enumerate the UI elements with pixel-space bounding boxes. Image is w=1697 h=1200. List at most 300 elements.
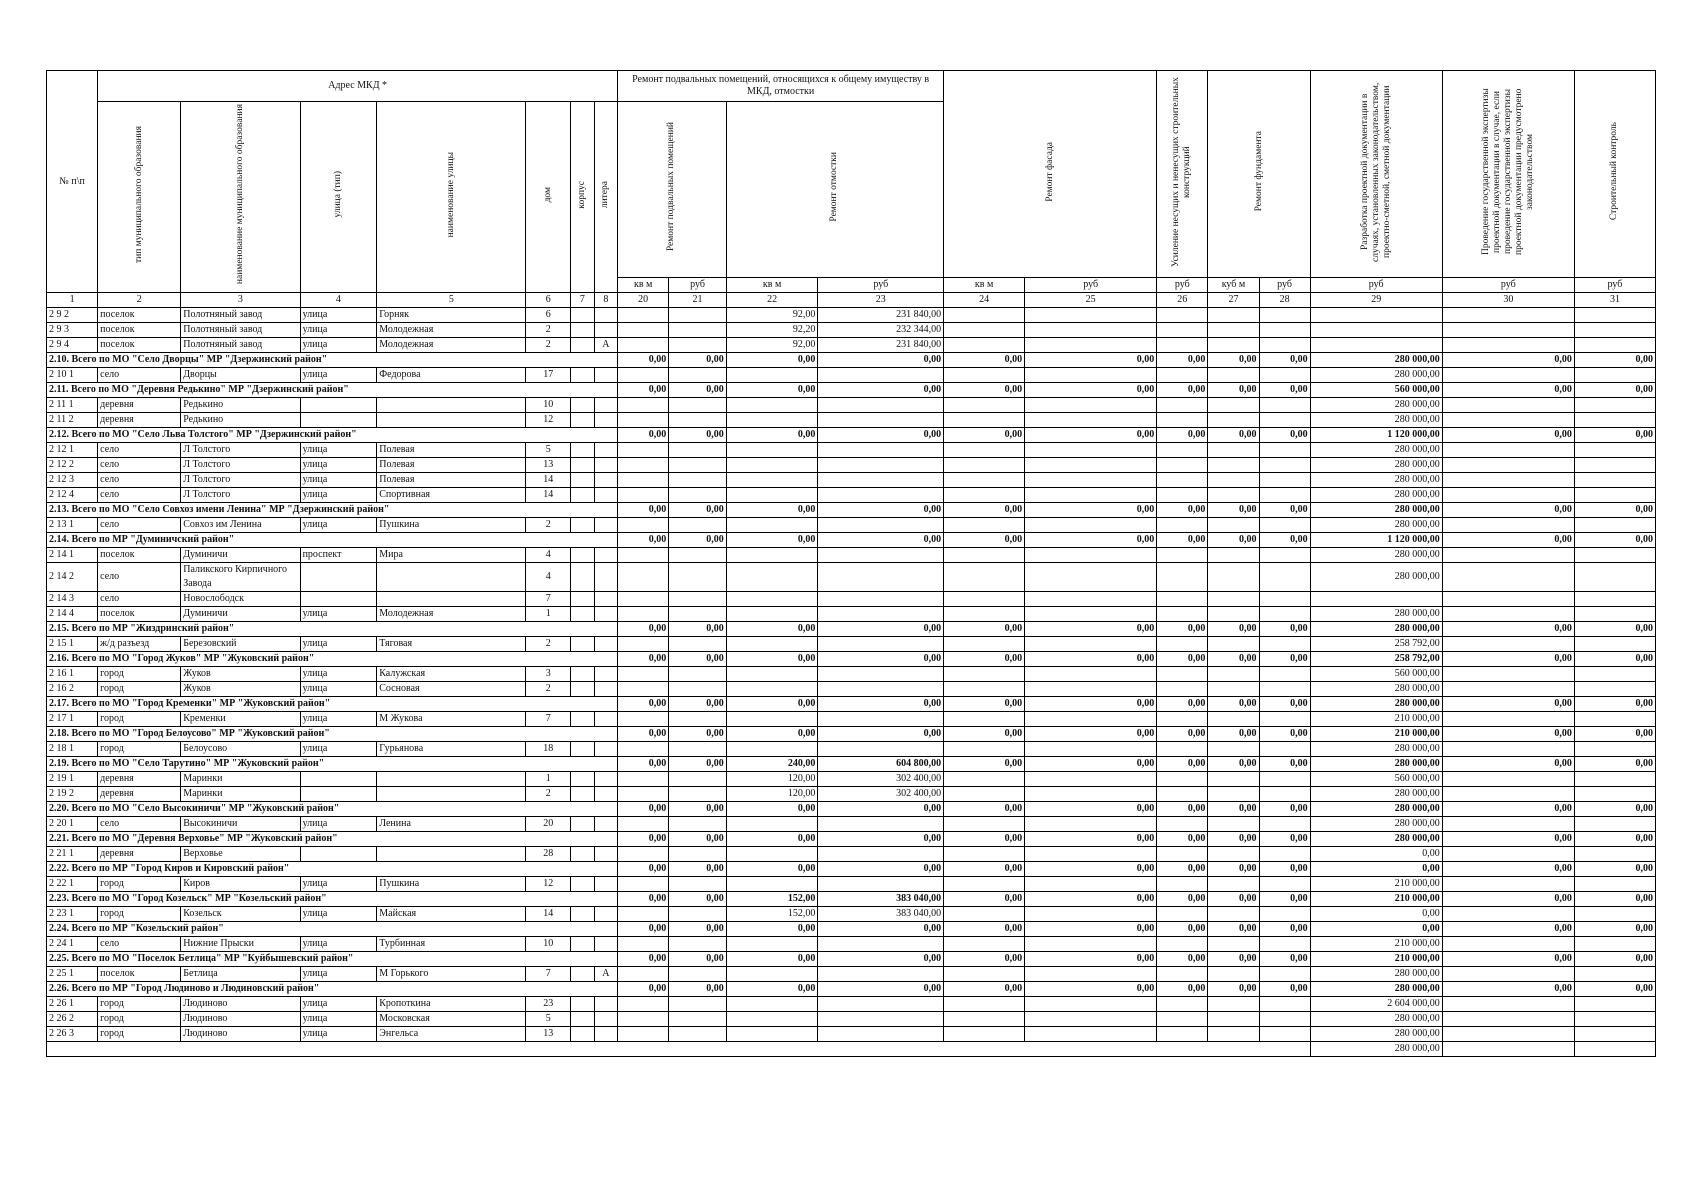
row-number: 2 19 1 (47, 772, 98, 787)
street-type: улица (300, 907, 377, 922)
subtotal-value-25: 0,00 (1025, 353, 1157, 368)
subtotal-value-21: 0,00 (669, 428, 727, 443)
value-27 (1208, 637, 1259, 652)
subtotal-value-20: 0,00 (618, 503, 669, 518)
subtotal-value-29: 0,00 (1310, 862, 1442, 877)
subtotal-value-23: 0,00 (818, 982, 944, 997)
value-27 (1208, 682, 1259, 697)
value-22 (726, 398, 818, 413)
litera (594, 368, 618, 383)
value-27 (1208, 712, 1259, 727)
street-name: Молодежная (377, 323, 526, 338)
table-row (47, 712, 1656, 727)
subtotal-value-23: 383 040,00 (818, 892, 944, 907)
column-number: 27 (1208, 293, 1259, 308)
value-23 (818, 398, 944, 413)
subtotal-value-22: 0,00 (726, 952, 818, 967)
mo-name: Полотняный завод (181, 338, 300, 353)
value-29 (1310, 592, 1442, 607)
subtotal-value-21: 0,00 (669, 802, 727, 817)
header-address: Адрес МКД * (98, 71, 618, 102)
value-29: 280 000,00 (1310, 458, 1442, 473)
value-30 (1442, 548, 1574, 563)
header-street-type: улица (тип) (332, 171, 343, 218)
value-20 (618, 847, 669, 862)
value-25 (1025, 847, 1157, 862)
value-21 (669, 592, 727, 607)
value-28 (1259, 667, 1310, 682)
row-number: 2 26 2 (47, 1012, 98, 1027)
value-23 (818, 817, 944, 832)
value-29: 280 000,00 (1310, 742, 1442, 757)
value-30 (1442, 817, 1574, 832)
mo-name: Новослободск (181, 592, 300, 607)
header-mo-name: наименование муниципального образования (234, 104, 245, 285)
column-number: 21 (669, 293, 727, 308)
subtotal-value-20: 0,00 (618, 982, 669, 997)
subtotal-value-24: 0,00 (944, 832, 1025, 847)
table-row (47, 787, 1656, 802)
value-28 (1259, 787, 1310, 802)
subtotal-value-27: 0,00 (1208, 353, 1259, 368)
street-type: улица (300, 967, 377, 982)
value-28 (1259, 473, 1310, 488)
subtotal-value-22: 0,00 (726, 383, 818, 398)
subtotal-value-30: 0,00 (1442, 832, 1574, 847)
table-row (47, 1027, 1656, 1042)
value-27 (1208, 997, 1259, 1012)
subtotal-label: 2.26. Всего по МР "Город Людиново и Людиновский район" (47, 982, 618, 997)
mo-name: Л Толстого (181, 488, 300, 503)
value-22 (726, 847, 818, 862)
value-27 (1208, 937, 1259, 952)
subtotal-row (47, 892, 1656, 907)
value-26 (1157, 847, 1208, 862)
header-foundation: Ремонт фундамента (1253, 131, 1264, 212)
subtotal-value-22: 0,00 (726, 862, 818, 877)
value-20 (618, 637, 669, 652)
value-20 (618, 1012, 669, 1027)
value-25 (1025, 817, 1157, 832)
subtotal-value-23: 0,00 (818, 503, 944, 518)
street-name (377, 847, 526, 862)
value-31 (1574, 607, 1655, 622)
street-name (377, 772, 526, 787)
subtotal-value-29: 280 000,00 (1310, 697, 1442, 712)
litera (594, 682, 618, 697)
table-row (47, 473, 1656, 488)
subtotal-value-29: 560 000,00 (1310, 383, 1442, 398)
mo-type: село (98, 458, 181, 473)
korpus (571, 742, 594, 757)
subtotal-value-20: 0,00 (618, 922, 669, 937)
value-20 (618, 488, 669, 503)
value-22 (726, 1027, 818, 1042)
row-number: 2 16 1 (47, 667, 98, 682)
value-22 (726, 592, 818, 607)
subtotal-value-28: 0,00 (1259, 622, 1310, 637)
subtotal-value-24: 0,00 (944, 533, 1025, 548)
value-21 (669, 563, 727, 592)
subtotal-value-24: 0,00 (944, 757, 1025, 772)
subtotal-value-25: 0,00 (1025, 892, 1157, 907)
litera: А (594, 338, 618, 353)
value-28 (1259, 1027, 1310, 1042)
value-27 (1208, 772, 1259, 787)
house-number: 13 (526, 1027, 571, 1042)
subtotal-value-29: 280 000,00 (1310, 353, 1442, 368)
value-29 (1310, 338, 1442, 353)
litera (594, 787, 618, 802)
subtotal-value-22: 0,00 (726, 697, 818, 712)
value-29: 280 000,00 (1310, 1012, 1442, 1027)
korpus (571, 847, 594, 862)
house-number: 2 (526, 682, 571, 697)
value-30 (1442, 308, 1574, 323)
unit-kvm: кв м (944, 278, 1025, 293)
mo-type: деревня (98, 772, 181, 787)
value-21 (669, 1027, 727, 1042)
mo-type: город (98, 907, 181, 922)
column-number: 24 (944, 293, 1025, 308)
subtotal-value-31: 0,00 (1574, 383, 1655, 398)
mo-name: Козельск (181, 907, 300, 922)
subtotal-value-31: 0,00 (1574, 862, 1655, 877)
value-28 (1259, 742, 1310, 757)
house-number: 2 (526, 338, 571, 353)
value-24 (944, 967, 1025, 982)
value-23 (818, 458, 944, 473)
subtotal-value-24: 0,00 (944, 428, 1025, 443)
value-21 (669, 742, 727, 757)
mo-name: Кременки (181, 712, 300, 727)
value-23 (818, 518, 944, 533)
subtotal-value-27: 0,00 (1208, 503, 1259, 518)
value-28 (1259, 817, 1310, 832)
value-26 (1157, 787, 1208, 802)
subtotal-value-20: 0,00 (618, 832, 669, 847)
value-30 (1442, 443, 1574, 458)
street-type: улица (300, 458, 377, 473)
subtotal-value-24: 0,00 (944, 353, 1025, 368)
subtotal-value-21: 0,00 (669, 757, 727, 772)
value-29: 280 000,00 (1310, 787, 1442, 802)
value-25 (1025, 787, 1157, 802)
value-20 (618, 398, 669, 413)
subtotal-value-23: 0,00 (818, 383, 944, 398)
value-21 (669, 772, 727, 787)
value-20 (618, 667, 669, 682)
subtotal-value-22: 0,00 (726, 982, 818, 997)
subtotal-value-20: 0,00 (618, 428, 669, 443)
value-27 (1208, 1027, 1259, 1042)
value-28 (1259, 607, 1310, 622)
street-name (377, 413, 526, 428)
column-number: 4 (300, 293, 377, 308)
value-23 (818, 607, 944, 622)
subtotal-value-28: 0,00 (1259, 892, 1310, 907)
subtotal-row (47, 383, 1656, 398)
mo-name: Белоусово (181, 742, 300, 757)
value-23: 231 840,00 (818, 338, 944, 353)
value-31 (1574, 1012, 1655, 1027)
street-type: улица (300, 1027, 377, 1042)
value-20 (618, 338, 669, 353)
subtotal-value-30: 0,00 (1442, 383, 1574, 398)
subtotal-value-27: 0,00 (1208, 832, 1259, 847)
subtotal-value-20: 0,00 (618, 383, 669, 398)
value-23: 231 840,00 (818, 308, 944, 323)
value-23 (818, 667, 944, 682)
street-name: Мира (377, 548, 526, 563)
subtotal-value-23: 0,00 (818, 862, 944, 877)
row-number: 2 12 2 (47, 458, 98, 473)
value-31 (1574, 458, 1655, 473)
subtotal-row (47, 922, 1656, 937)
row-number: 2 11 1 (47, 398, 98, 413)
street-type (300, 772, 377, 787)
subtotal-value-23: 0,00 (818, 832, 944, 847)
korpus (571, 398, 594, 413)
value-20 (618, 563, 669, 592)
subtotal-value-21: 0,00 (669, 862, 727, 877)
street-type: улица (300, 637, 377, 652)
row-number: 2 15 1 (47, 637, 98, 652)
value-23 (818, 473, 944, 488)
subtotal-value-23: 604 800,00 (818, 757, 944, 772)
house-number: 10 (526, 398, 571, 413)
value-30 (1442, 592, 1574, 607)
value-26 (1157, 548, 1208, 563)
value-30 (1442, 1012, 1574, 1027)
subtotal-value-26: 0,00 (1157, 802, 1208, 817)
street-type: улица (300, 1012, 377, 1027)
subtotal-value-23: 0,00 (818, 697, 944, 712)
korpus (571, 607, 594, 622)
korpus (571, 937, 594, 952)
subtotal-value-27: 0,00 (1208, 952, 1259, 967)
mo-name: Дворцы (181, 368, 300, 383)
table-row (47, 817, 1656, 832)
litera (594, 443, 618, 458)
value-27 (1208, 413, 1259, 428)
subtotal-value-26: 0,00 (1157, 503, 1208, 518)
value-30 (1442, 607, 1574, 622)
subtotal-row (47, 862, 1656, 877)
subtotal-value-28: 0,00 (1259, 862, 1310, 877)
litera (594, 817, 618, 832)
value-24 (944, 413, 1025, 428)
litera (594, 607, 618, 622)
mo-type: деревня (98, 787, 181, 802)
subtotal-value-29: 210 000,00 (1310, 952, 1442, 967)
subtotal-value-25: 0,00 (1025, 383, 1157, 398)
value-24 (944, 1012, 1025, 1027)
value-27 (1208, 907, 1259, 922)
korpus (571, 637, 594, 652)
column-number: 29 (1310, 293, 1442, 308)
house-number: 3 (526, 667, 571, 682)
mo-name: Думиничи (181, 548, 300, 563)
value-25 (1025, 742, 1157, 757)
subtotal-value-20: 0,00 (618, 622, 669, 637)
subtotal-value-26: 0,00 (1157, 697, 1208, 712)
subtotal-value-27: 0,00 (1208, 982, 1259, 997)
subtotal-value-29: 210 000,00 (1310, 727, 1442, 742)
subtotal-value-30: 0,00 (1442, 892, 1574, 907)
house-number: 1 (526, 772, 571, 787)
value-29: 280 000,00 (1310, 548, 1442, 563)
table-row (47, 937, 1656, 952)
subtotal-label: 2.22. Всего по МР "Город Киров и Кировский район" (47, 862, 618, 877)
value-30 (1442, 937, 1574, 952)
value-25 (1025, 398, 1157, 413)
value-29: 280 000,00 (1310, 518, 1442, 533)
value-31 (1574, 308, 1655, 323)
value-27 (1208, 323, 1259, 338)
subtotal-value-23: 0,00 (818, 802, 944, 817)
street-type (300, 592, 377, 607)
subtotal-value-26: 0,00 (1157, 757, 1208, 772)
header-control: Строительный контроль (1609, 122, 1620, 221)
litera (594, 997, 618, 1012)
value-20 (618, 592, 669, 607)
value-27 (1208, 592, 1259, 607)
header-otmostka: Ремонт отмостки (829, 152, 840, 222)
subtotal-label: 2.19. Всего по МО "Село Тарутино" МР "Жуковский район" (47, 757, 618, 772)
value-22 (726, 518, 818, 533)
street-name: Турбинная (377, 937, 526, 952)
value-29: 258 792,00 (1310, 637, 1442, 652)
korpus (571, 712, 594, 727)
subtotal-value-27: 0,00 (1208, 383, 1259, 398)
subtotal-value-29: 280 000,00 (1310, 503, 1442, 518)
row-number: 2 23 1 (47, 907, 98, 922)
subtotal-label: 2.15. Всего по МР "Жиздринский район" (47, 622, 618, 637)
subtotal-value-20: 0,00 (618, 697, 669, 712)
subtotal-value-25: 0,00 (1025, 428, 1157, 443)
korpus (571, 368, 594, 383)
value-24 (944, 488, 1025, 503)
document-sheet (46, 70, 1656, 1162)
korpus (571, 473, 594, 488)
value-25 (1025, 1027, 1157, 1042)
subtotal-value-30: 0,00 (1442, 952, 1574, 967)
subtotal-value-23: 0,00 (818, 952, 944, 967)
unit-kubm: куб м (1208, 278, 1259, 293)
value-24 (944, 997, 1025, 1012)
subtotal-value-23: 0,00 (818, 922, 944, 937)
value-20 (618, 323, 669, 338)
mo-type: город (98, 712, 181, 727)
subtotal-value-29: 210 000,00 (1310, 892, 1442, 907)
street-type: улица (300, 742, 377, 757)
value-24 (944, 338, 1025, 353)
table-row (47, 563, 1656, 592)
row-number: 2 9 2 (47, 308, 98, 323)
subtotal-value-31: 0,00 (1574, 922, 1655, 937)
value-24 (944, 518, 1025, 533)
value-23 (818, 637, 944, 652)
table-row (47, 682, 1656, 697)
value-31 (1574, 742, 1655, 757)
unit-rub: руб (1025, 278, 1157, 293)
value-20 (618, 548, 669, 563)
korpus (571, 1027, 594, 1042)
value-31 (1574, 817, 1655, 832)
subtotal-value-25: 0,00 (1025, 652, 1157, 667)
value-29: 210 000,00 (1310, 712, 1442, 727)
row-number: 2 9 3 (47, 323, 98, 338)
subtotal-value-23: 0,00 (818, 353, 944, 368)
subtotal-value-21: 0,00 (669, 952, 727, 967)
subtotal-value-30: 0,00 (1442, 622, 1574, 637)
value-30 (1442, 997, 1574, 1012)
value-21 (669, 967, 727, 982)
street-name: Тяговая (377, 637, 526, 652)
mo-name: Л Толстого (181, 473, 300, 488)
mo-type: поселок (98, 548, 181, 563)
mo-name: Полотняный завод (181, 323, 300, 338)
value-29: 280 000,00 (1310, 473, 1442, 488)
subtotal-label: 2.20. Всего по МО "Село Высокиничи" МР "Жуковский район" (47, 802, 618, 817)
value-31 (1574, 473, 1655, 488)
litera (594, 637, 618, 652)
value-29: 280 000,00 (1310, 607, 1442, 622)
table-row (47, 637, 1656, 652)
value-21 (669, 473, 727, 488)
value-30 (1442, 323, 1574, 338)
subtotal-value-25: 0,00 (1025, 922, 1157, 937)
street-name: Майская (377, 907, 526, 922)
subtotal-value-22: 0,00 (726, 832, 818, 847)
table-row (47, 548, 1656, 563)
subtotal-value-31: 0,00 (1574, 533, 1655, 548)
column-number: 3 (181, 293, 300, 308)
subtotal-value-27: 0,00 (1208, 892, 1259, 907)
mo-type: село (98, 937, 181, 952)
mo-type: село (98, 368, 181, 383)
value-20 (618, 607, 669, 622)
value-29: 280 000,00 (1310, 817, 1442, 832)
value-25 (1025, 368, 1157, 383)
value-23 (818, 877, 944, 892)
table-row (47, 742, 1656, 757)
subtotal-value-24: 0,00 (944, 697, 1025, 712)
row-number: 2 10 1 (47, 368, 98, 383)
value-21 (669, 877, 727, 892)
litera (594, 548, 618, 563)
value-23 (818, 563, 944, 592)
value-24 (944, 907, 1025, 922)
value-23 (818, 443, 944, 458)
value-20 (618, 458, 669, 473)
value-22 (726, 937, 818, 952)
value-20 (618, 787, 669, 802)
value-26 (1157, 772, 1208, 787)
value-24 (944, 667, 1025, 682)
subtotal-value-30: 0,00 (1442, 503, 1574, 518)
subtotal-value-24: 0,00 (944, 862, 1025, 877)
value-31 (1574, 637, 1655, 652)
column-number: 23 (818, 293, 944, 308)
street-type: улица (300, 937, 377, 952)
value-21 (669, 338, 727, 353)
value-27 (1208, 967, 1259, 982)
korpus (571, 413, 594, 428)
subtotal-label: 2.13. Всего по МО "Село Совхоз имени Ленина" МР "Дзержинский район" (47, 503, 618, 518)
value-24 (944, 443, 1025, 458)
